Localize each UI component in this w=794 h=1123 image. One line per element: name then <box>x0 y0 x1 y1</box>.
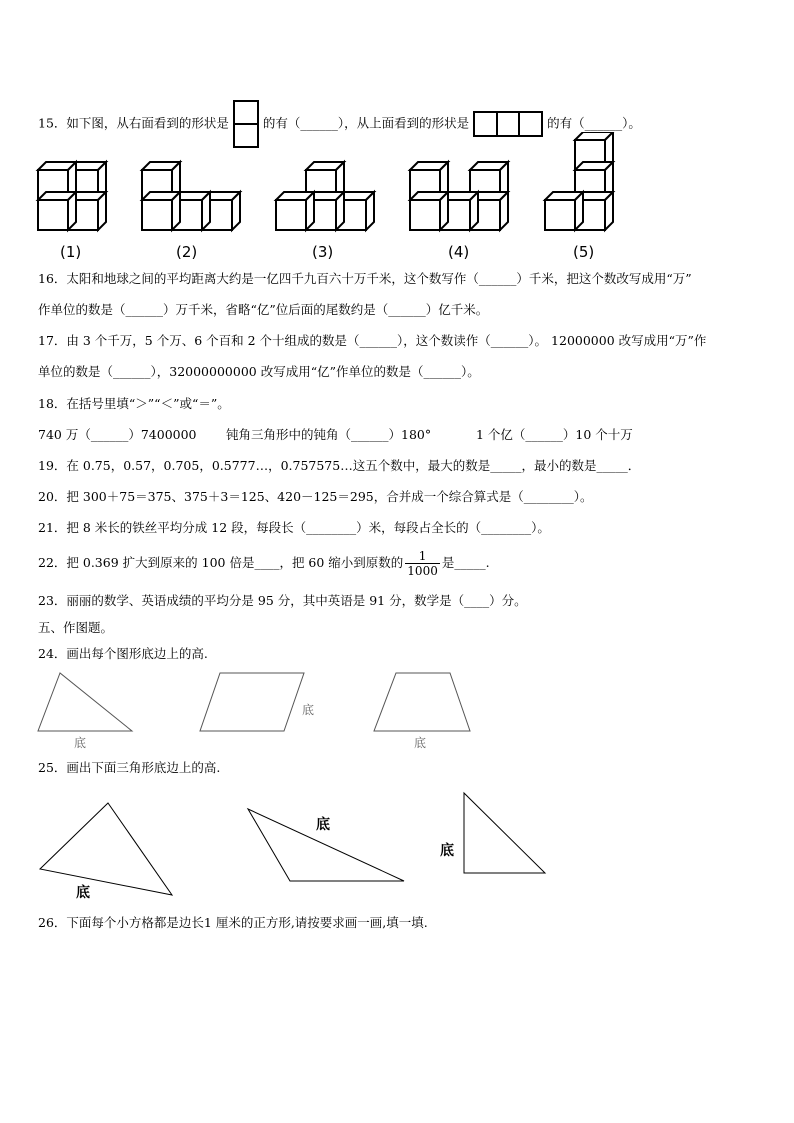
cube-figure-2 <box>142 162 240 230</box>
q24-trapezoid <box>374 673 470 731</box>
q18-title: 18．在括号里填“＞”“＜”或“＝”。 <box>38 396 230 411</box>
q25-triangle-1-base-label: 底 <box>76 885 90 901</box>
q24-triangle-base-label: 底 <box>74 736 87 750</box>
q26-line: 26．下面每个小方格都是边长1 厘米的正方形,请按要求画一画,填一填. <box>38 915 428 930</box>
fraction-denominator: 1000 <box>407 564 438 578</box>
q17-line2: 单位的数是（______），32000000000 改写成用“亿”作单位的数是（______）。 <box>38 364 480 379</box>
q23-line: 23．丽丽的数学、英语成绩的平均分是 95 分，其中英语是 91 分，数学是（____）分。 <box>38 593 527 608</box>
q25-title: 25．画出下面三角形底边上的高. <box>38 760 221 775</box>
q18-item1: 740 万（______）7400000 <box>38 427 197 442</box>
fraction <box>405 549 440 578</box>
figure-caption-5: (5) <box>573 243 595 261</box>
q15-text-part1: 15．如下图，从右面看到的形状是 <box>38 115 229 131</box>
q24-triangle <box>38 673 132 731</box>
figure-caption-4: (4) <box>448 243 470 261</box>
q24-parallelogram-base-label: 底 <box>302 703 315 717</box>
cube-figure-5 <box>545 132 613 230</box>
cube-figure-1 <box>38 162 106 230</box>
q19-line: 19．在 0.75，0.57，0.705，0.5777…，0.757575…这五个数中，最大的数是_____，最小的数是_____． <box>38 458 641 473</box>
q16-line2: 作单位的数是（______）万千米，省略“亿”位后面的尾数约是（______）亿千米。 <box>38 302 489 317</box>
figure-caption-3: (3) <box>312 243 334 261</box>
q25-triangle-2-base-label: 底 <box>316 817 330 833</box>
cube-figure-4 <box>410 162 508 230</box>
q16-line1: 16．太阳和地球之间的平均距离大约是一亿四千九百六十万千米，这个数写作（______）千米，把这个数改写成用“万” <box>38 271 692 286</box>
q18-item2: 钝角三角形中的钝角（______）180° <box>226 427 432 442</box>
q15-text-part3: 的有（______）。 <box>547 115 641 131</box>
figure-caption-2: (2) <box>176 243 198 261</box>
q22-line <box>38 548 490 578</box>
q15-text-part2: 的有（______），从上面看到的形状是 <box>262 115 470 131</box>
q25-shapes <box>30 785 560 900</box>
q21-line: 21．把 8 米长的铁丝平均分成 12 段，每段长（________）米，每段占全长的（________）。 <box>38 520 550 535</box>
q22-text-part2: 是_____. <box>441 555 490 570</box>
q24-parallelogram <box>200 673 304 731</box>
q22-text-part1: 22．把 0.369 扩大到原来的 100 倍是____，把 60 缩小到原数的 <box>38 555 404 570</box>
fraction-numerator: 1 <box>418 549 427 563</box>
section-heading: 五、作图题。 <box>38 620 114 635</box>
q17-line1: 17．由 3 个千万，5 个万、6 个百和 2 个十组成的数是（______），这个数读作（______）。 12000000 改写成用“万”作 <box>38 333 707 348</box>
figure-caption-1: (1) <box>60 243 82 261</box>
q25-triangle-3 <box>464 793 545 873</box>
q20-line: 20．把 300＋75＝375、375＋3＝125、420－125＝295，合并成一个综合算式是（________）。 <box>38 489 593 504</box>
q25-triangle-3-base-label: 底 <box>440 843 454 859</box>
q24-title: 24．画出每个图形底边上的高. <box>38 646 208 661</box>
q18-item3: 1 个亿（______）10 个十万 <box>476 427 633 442</box>
q24-shapes <box>30 665 490 740</box>
cube-figure-3 <box>276 162 374 230</box>
q25-triangle-1 <box>40 803 172 895</box>
q24-trapezoid-base-label: 底 <box>414 736 427 750</box>
